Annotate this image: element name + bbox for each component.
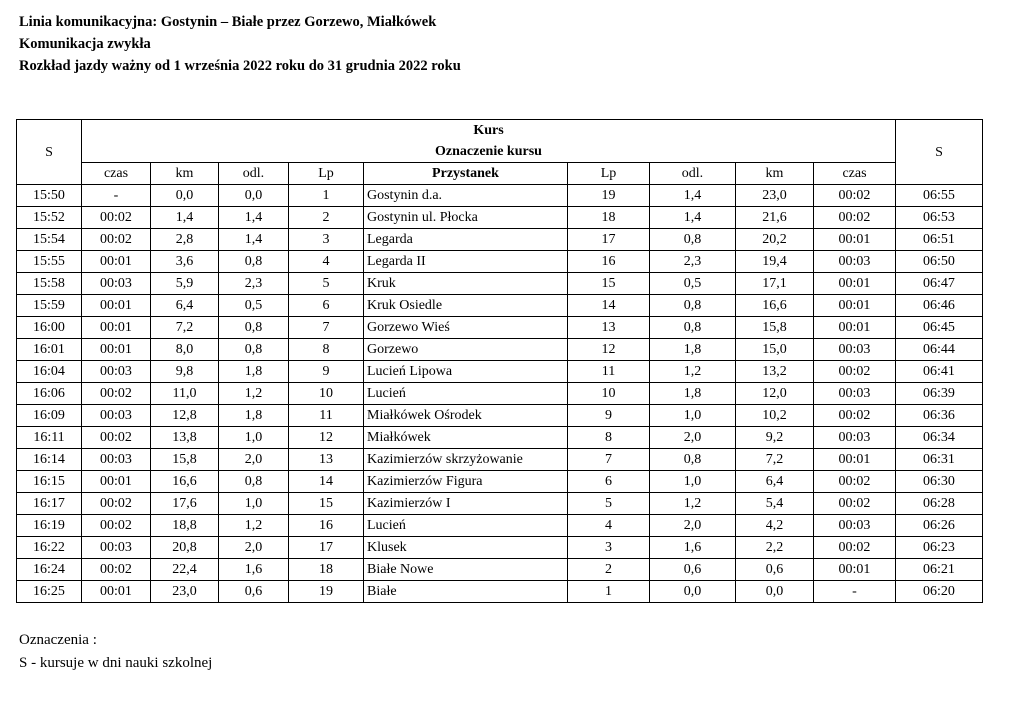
czas-left: 00:03: [82, 537, 151, 559]
table-row: [17, 361, 983, 383]
return-time: 06:28: [896, 493, 983, 515]
departure-time: 15:52: [17, 207, 82, 229]
lp-left: 7: [289, 317, 364, 339]
col-lp-right: Lp: [568, 163, 650, 185]
km-left: 8,0: [151, 339, 219, 361]
km-left: 17,6: [151, 493, 219, 515]
czas-right: 00:02: [814, 471, 896, 493]
departure-time: 15:50: [17, 185, 82, 207]
czas-right: 00:03: [814, 251, 896, 273]
czas-right: 00:03: [814, 427, 896, 449]
return-time: 06:21: [896, 559, 983, 581]
czas-left: 00:01: [82, 317, 151, 339]
table-row: [17, 405, 983, 427]
odl-right: 0,8: [650, 317, 736, 339]
km-left: 18,8: [151, 515, 219, 537]
return-time: 06:53: [896, 207, 983, 229]
km-right: 13,2: [736, 361, 814, 383]
return-time: 06:26: [896, 515, 983, 537]
return-time: 06:44: [896, 339, 983, 361]
table-row: [17, 273, 983, 295]
odl-right: 1,2: [650, 493, 736, 515]
odl-right: 0,8: [650, 449, 736, 471]
lp-left: 1: [289, 185, 364, 207]
czas-left: 00:03: [82, 361, 151, 383]
return-time: 06:51: [896, 229, 983, 251]
table-row: [17, 317, 983, 339]
departure-time: 16:06: [17, 383, 82, 405]
czas-left: 00:01: [82, 251, 151, 273]
km-right: 10,2: [736, 405, 814, 427]
lp-left: 19: [289, 581, 364, 603]
odl-left: 1,8: [219, 405, 289, 427]
table-row: [17, 295, 983, 317]
return-time: 06:41: [896, 361, 983, 383]
lp-right: 12: [568, 339, 650, 361]
return-time: 06:34: [896, 427, 983, 449]
odl-left: 1,2: [219, 515, 289, 537]
czas-left: 00:01: [82, 581, 151, 603]
stop-name: Kazimierzów I: [364, 493, 568, 515]
km-right: 0,0: [736, 581, 814, 603]
km-left: 0,0: [151, 185, 219, 207]
legend-s-description: S - kursuje w dni nauki szkolnej: [19, 655, 213, 671]
s-marker-right: S: [896, 120, 983, 185]
lp-right: 4: [568, 515, 650, 537]
odl-left: 0,5: [219, 295, 289, 317]
table-row: [17, 559, 983, 581]
odl-left: 0,8: [219, 339, 289, 361]
lp-right: 2: [568, 559, 650, 581]
return-time: 06:47: [896, 273, 983, 295]
odl-left: 1,4: [219, 229, 289, 251]
course-designation-heading: Oznaczenie kursu: [82, 141, 896, 163]
col-odl-left: odl.: [219, 163, 289, 185]
lp-right: 9: [568, 405, 650, 427]
stop-name: Gostynin ul. Płocka: [364, 207, 568, 229]
table-row: [17, 471, 983, 493]
lp-left: 10: [289, 383, 364, 405]
departure-time: 16:11: [17, 427, 82, 449]
return-time: 06:55: [896, 185, 983, 207]
departure-time: 16:15: [17, 471, 82, 493]
czas-left: 00:01: [82, 295, 151, 317]
km-right: 15,8: [736, 317, 814, 339]
km-left: 13,8: [151, 427, 219, 449]
lp-right: 17: [568, 229, 650, 251]
km-left: 11,0: [151, 383, 219, 405]
czas-left: 00:02: [82, 229, 151, 251]
col-km-left: km: [151, 163, 219, 185]
departure-time: 16:09: [17, 405, 82, 427]
czas-left: 00:01: [82, 339, 151, 361]
km-right: 4,2: [736, 515, 814, 537]
lp-left: 15: [289, 493, 364, 515]
odl-right: 1,8: [650, 383, 736, 405]
stop-name: Legarda: [364, 229, 568, 251]
lp-right: 6: [568, 471, 650, 493]
km-right: 2,2: [736, 537, 814, 559]
line-title: Linia komunikacyjna: Gostynin – Białe przez Gorzewo, Miałkówek: [19, 14, 437, 30]
lp-right: 14: [568, 295, 650, 317]
km-left: 3,6: [151, 251, 219, 273]
czas-right: 00:02: [814, 493, 896, 515]
km-right: 0,6: [736, 559, 814, 581]
departure-time: 15:54: [17, 229, 82, 251]
departure-time: 16:19: [17, 515, 82, 537]
col-stop: Przystanek: [364, 163, 568, 185]
col-czas-right: czas: [814, 163, 896, 185]
km-right: 23,0: [736, 185, 814, 207]
kurs-heading: Kurs: [82, 120, 896, 142]
timetable: [16, 119, 983, 603]
km-left: 7,2: [151, 317, 219, 339]
lp-left: 5: [289, 273, 364, 295]
czas-left: -: [82, 185, 151, 207]
odl-left: 2,3: [219, 273, 289, 295]
lp-right: 3: [568, 537, 650, 559]
czas-left: 00:03: [82, 405, 151, 427]
table-row: [17, 581, 983, 603]
czas-right: 00:01: [814, 317, 896, 339]
czas-right: 00:03: [814, 515, 896, 537]
lp-left: 18: [289, 559, 364, 581]
czas-left: 00:03: [82, 273, 151, 295]
odl-left: 1,2: [219, 383, 289, 405]
km-right: 9,2: [736, 427, 814, 449]
validity-period: Rozkład jazdy ważny od 1 września 2022 roku do 31 grudnia 2022 roku: [19, 58, 461, 74]
stop-name: Miałkówek: [364, 427, 568, 449]
km-right: 5,4: [736, 493, 814, 515]
czas-left: 00:02: [82, 559, 151, 581]
return-time: 06:20: [896, 581, 983, 603]
lp-left: 14: [289, 471, 364, 493]
odl-left: 1,6: [219, 559, 289, 581]
lp-right: 16: [568, 251, 650, 273]
stop-name: Kruk Osiedle: [364, 295, 568, 317]
return-time: 06:45: [896, 317, 983, 339]
odl-right: 1,0: [650, 471, 736, 493]
km-right: 16,6: [736, 295, 814, 317]
lp-left: 4: [289, 251, 364, 273]
odl-left: 0,6: [219, 581, 289, 603]
czas-right: 00:01: [814, 449, 896, 471]
czas-left: 00:02: [82, 515, 151, 537]
departure-time: 16:14: [17, 449, 82, 471]
odl-right: 2,3: [650, 251, 736, 273]
stop-name: Białe: [364, 581, 568, 603]
departure-time: 16:00: [17, 317, 82, 339]
km-left: 23,0: [151, 581, 219, 603]
czas-left: 00:03: [82, 449, 151, 471]
czas-right: 00:02: [814, 405, 896, 427]
km-right: 7,2: [736, 449, 814, 471]
stop-name: Gorzewo: [364, 339, 568, 361]
s-marker-left: S: [17, 120, 82, 185]
table-row: [17, 449, 983, 471]
odl-left: 1,0: [219, 427, 289, 449]
lp-left: 12: [289, 427, 364, 449]
czas-left: 00:01: [82, 471, 151, 493]
lp-right: 1: [568, 581, 650, 603]
return-time: 06:36: [896, 405, 983, 427]
lp-left: 8: [289, 339, 364, 361]
stop-name: Miałkówek Ośrodek: [364, 405, 568, 427]
return-time: 06:39: [896, 383, 983, 405]
return-time: 06:46: [896, 295, 983, 317]
stop-name: Kruk: [364, 273, 568, 295]
czas-right: 00:02: [814, 537, 896, 559]
km-left: 9,8: [151, 361, 219, 383]
lp-right: 18: [568, 207, 650, 229]
km-left: 5,9: [151, 273, 219, 295]
odl-right: 1,6: [650, 537, 736, 559]
czas-right: 00:03: [814, 339, 896, 361]
odl-left: 2,0: [219, 537, 289, 559]
km-left: 2,8: [151, 229, 219, 251]
lp-left: 16: [289, 515, 364, 537]
odl-right: 0,5: [650, 273, 736, 295]
odl-left: 2,0: [219, 449, 289, 471]
document-header: [19, 11, 461, 77]
departure-time: 16:24: [17, 559, 82, 581]
lp-right: 10: [568, 383, 650, 405]
km-left: 1,4: [151, 207, 219, 229]
stop-name: Kazimierzów Figura: [364, 471, 568, 493]
col-km-right: km: [736, 163, 814, 185]
czas-right: 00:01: [814, 559, 896, 581]
lp-left: 13: [289, 449, 364, 471]
table-row: [17, 383, 983, 405]
lp-right: 11: [568, 361, 650, 383]
km-right: 15,0: [736, 339, 814, 361]
table-row: [17, 427, 983, 449]
table-row: [17, 185, 983, 207]
stop-name: Kazimierzów skrzyżowanie: [364, 449, 568, 471]
legend-title: Oznaczenia :: [19, 632, 97, 648]
czas-right: 00:03: [814, 383, 896, 405]
czas-right: 00:01: [814, 229, 896, 251]
legend: [19, 629, 212, 675]
return-time: 06:50: [896, 251, 983, 273]
departure-time: 15:55: [17, 251, 82, 273]
km-right: 12,0: [736, 383, 814, 405]
lp-right: 15: [568, 273, 650, 295]
col-czas-left: czas: [82, 163, 151, 185]
odl-left: 1,4: [219, 207, 289, 229]
km-left: 16,6: [151, 471, 219, 493]
czas-right: 00:02: [814, 207, 896, 229]
table-row: [17, 207, 983, 229]
czas-left: 00:02: [82, 427, 151, 449]
odl-right: 1,2: [650, 361, 736, 383]
departure-time: 16:04: [17, 361, 82, 383]
return-time: 06:31: [896, 449, 983, 471]
return-time: 06:30: [896, 471, 983, 493]
czas-right: 00:01: [814, 273, 896, 295]
odl-right: 2,0: [650, 515, 736, 537]
departure-time: 15:58: [17, 273, 82, 295]
km-right: 6,4: [736, 471, 814, 493]
departure-time: 16:22: [17, 537, 82, 559]
czas-left: 00:02: [82, 207, 151, 229]
km-right: 21,6: [736, 207, 814, 229]
col-lp-left: Lp: [289, 163, 364, 185]
km-right: 20,2: [736, 229, 814, 251]
service-type: Komunikacja zwykła: [19, 36, 151, 52]
stop-name: Gostynin d.a.: [364, 185, 568, 207]
col-odl-right: odl.: [650, 163, 736, 185]
return-time: 06:23: [896, 537, 983, 559]
table-row: [17, 339, 983, 361]
table-row: [17, 251, 983, 273]
czas-left: 00:02: [82, 383, 151, 405]
lp-left: 3: [289, 229, 364, 251]
czas-right: -: [814, 581, 896, 603]
departure-time: 16:01: [17, 339, 82, 361]
table-row: [17, 515, 983, 537]
km-left: 20,8: [151, 537, 219, 559]
odl-right: 0,8: [650, 229, 736, 251]
odl-left: 0,8: [219, 251, 289, 273]
lp-right: 8: [568, 427, 650, 449]
lp-left: 17: [289, 537, 364, 559]
odl-right: 1,8: [650, 339, 736, 361]
lp-right: 7: [568, 449, 650, 471]
departure-time: 16:17: [17, 493, 82, 515]
departure-time: 15:59: [17, 295, 82, 317]
lp-left: 2: [289, 207, 364, 229]
km-left: 22,4: [151, 559, 219, 581]
odl-right: 1,0: [650, 405, 736, 427]
czas-right: 00:02: [814, 185, 896, 207]
stop-name: Gorzewo Wieś: [364, 317, 568, 339]
stop-name: Lucień: [364, 515, 568, 537]
odl-right: 0,6: [650, 559, 736, 581]
lp-left: 11: [289, 405, 364, 427]
odl-left: 1,8: [219, 361, 289, 383]
stop-name: Klusek: [364, 537, 568, 559]
czas-right: 00:02: [814, 361, 896, 383]
odl-left: 0,8: [219, 317, 289, 339]
table-row: [17, 537, 983, 559]
odl-left: 0,8: [219, 471, 289, 493]
km-left: 15,8: [151, 449, 219, 471]
czas-right: 00:01: [814, 295, 896, 317]
stop-name: Legarda II: [364, 251, 568, 273]
stop-name: Lucień Lipowa: [364, 361, 568, 383]
km-right: 17,1: [736, 273, 814, 295]
odl-left: 1,0: [219, 493, 289, 515]
odl-right: 1,4: [650, 185, 736, 207]
lp-right: 13: [568, 317, 650, 339]
km-left: 12,8: [151, 405, 219, 427]
czas-left: 00:02: [82, 493, 151, 515]
stop-name: Lucień: [364, 383, 568, 405]
km-left: 6,4: [151, 295, 219, 317]
lp-left: 9: [289, 361, 364, 383]
lp-right: 19: [568, 185, 650, 207]
odl-right: 1,4: [650, 207, 736, 229]
stop-name: Białe Nowe: [364, 559, 568, 581]
odl-right: 0,8: [650, 295, 736, 317]
odl-right: 2,0: [650, 427, 736, 449]
departure-time: 16:25: [17, 581, 82, 603]
km-right: 19,4: [736, 251, 814, 273]
odl-right: 0,0: [650, 581, 736, 603]
odl-left: 0,0: [219, 185, 289, 207]
table-row: [17, 229, 983, 251]
table-row: [17, 493, 983, 515]
lp-right: 5: [568, 493, 650, 515]
lp-left: 6: [289, 295, 364, 317]
